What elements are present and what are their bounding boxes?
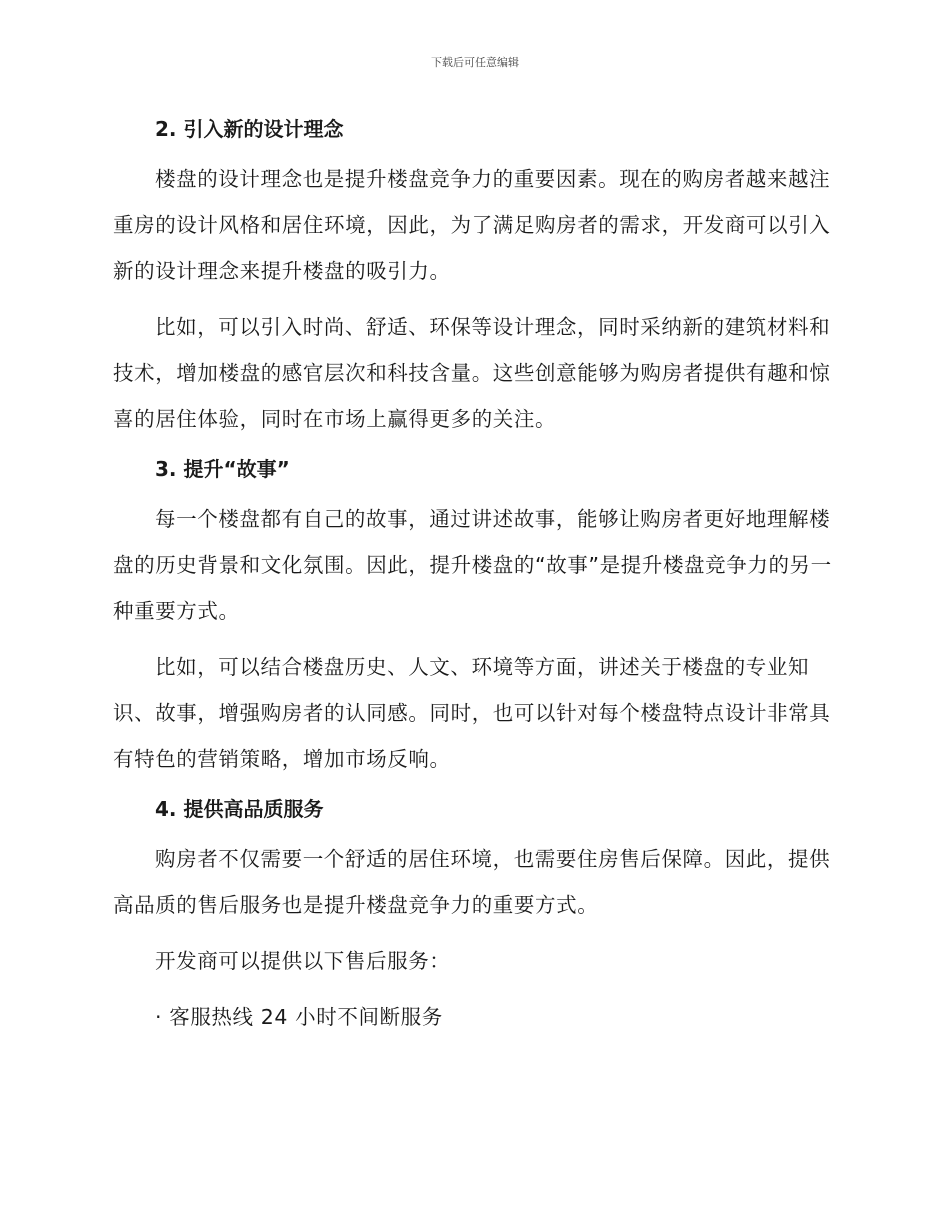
document-body <box>113 112 833 1040</box>
page-header: 下载后可任意编辑 <box>431 56 519 69</box>
paragraph: 开发商可以提供以下售后服务： <box>155 949 451 973</box>
section-heading: 3. 提升“故事” <box>155 457 290 481</box>
paragraph: 每一个楼盘都有自己的故事，通过讲述故事，能够让购房者更好地理解楼盘的历史背景和文化氛围。因此，提升楼盘的“故事”是提升楼盘竞争力的另一种重要方式。 <box>113 507 832 623</box>
paragraph: 购房者不仅需要一个舒适的居住环境，也需要住房售后保障。因此，提供高品质的售后服务也是提升楼盘竞争力的重要方式。 <box>113 847 831 917</box>
paragraph: 比如，可以引入时尚、舒适、环保等设计理念，同时采纳新的建筑材料和技术，增加楼盘的感官层次和科技含量。这些创意能够为购房者提供有趣和惊喜的居住体验，同时在市场上赢得更多的关注。 <box>113 315 831 431</box>
paragraph: 楼盘的设计理念也是提升楼盘竞争力的重要因素。现在的购房者越来越注重房的设计风格和居住环境，因此，为了满足购房者的需求，开发商可以引入新的设计理念来提升楼盘的吸引力。 <box>113 167 831 283</box>
paragraph: 比如，可以结合楼盘历史、人文、环境等方面，讲述关于楼盘的专业知识、故事，增强购房者的认同感。同时，也可以针对每个楼盘特点设计非常具有特色的营销策略，增加市场反响。 <box>113 655 831 771</box>
section-heading: 4. 提供高品质服务 <box>155 797 324 821</box>
section-heading: 2. 引入新的设计理念 <box>155 117 344 141</box>
bullet-item: · 客服热线 24 小时不间断服务 <box>155 1005 443 1029</box>
